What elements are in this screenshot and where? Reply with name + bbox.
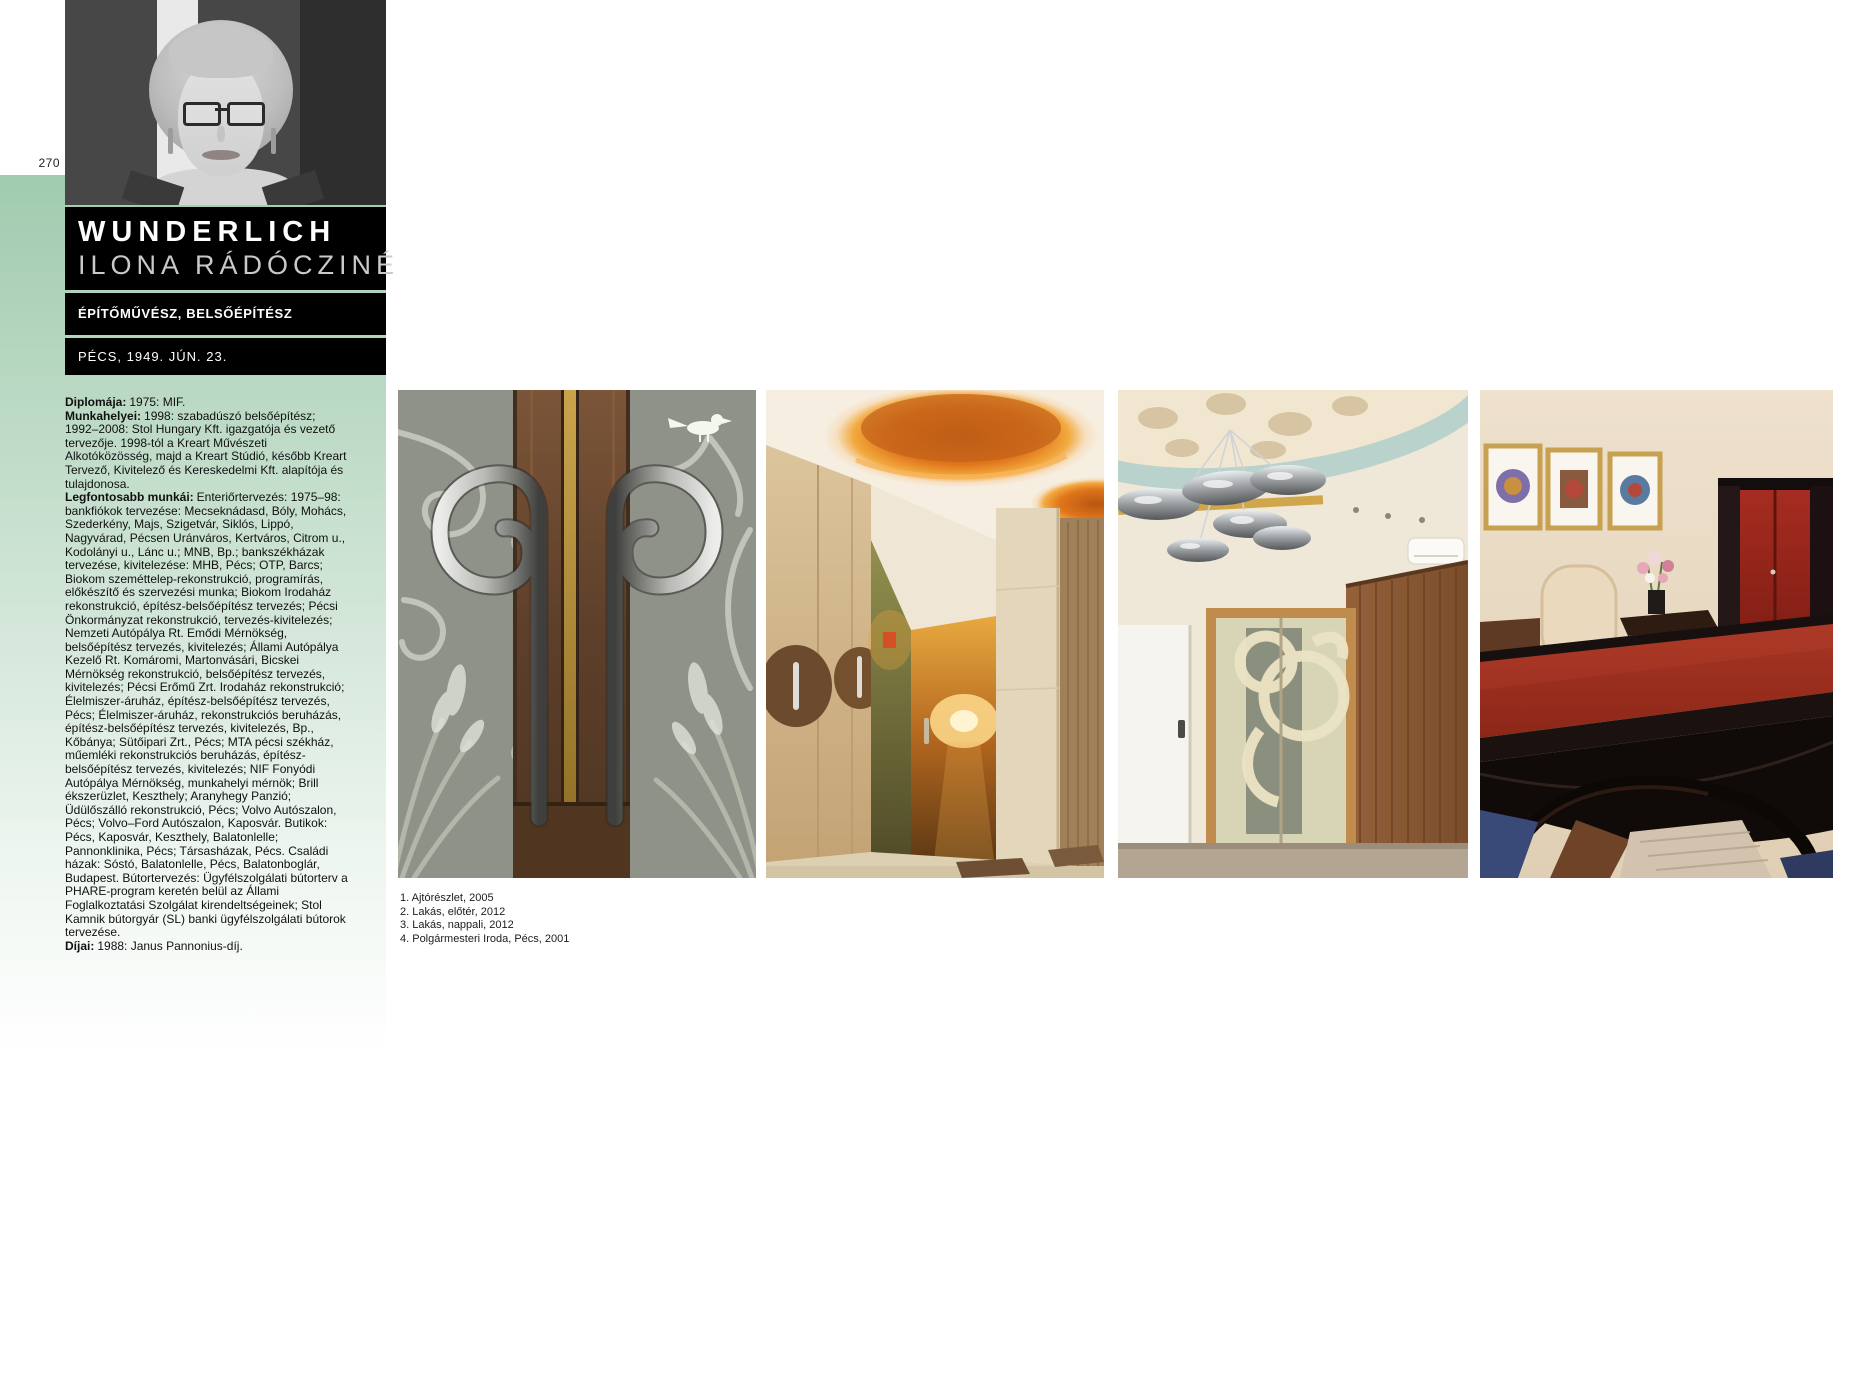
bio-entry	[65, 940, 351, 954]
photo-living-room	[1118, 390, 1468, 878]
portrait-glasses	[183, 102, 221, 126]
given-names: ILONA RÁDÓCZINÉ	[78, 250, 400, 280]
photo-entrance-hall	[766, 390, 1104, 878]
photo-caption: 1. Ajtórészlet, 2005	[400, 892, 494, 904]
bio-entry	[65, 396, 351, 410]
photo-caption: 4. Polgármesteri Iroda, Pécs, 2001	[400, 932, 570, 945]
photo-caption: 3. Lakás, nappali, 2012	[400, 919, 514, 931]
photo-captions	[400, 892, 569, 946]
name-block	[65, 207, 400, 290]
portrait-nose	[217, 126, 225, 142]
bio-entry	[65, 410, 351, 492]
bio-entry-label: Diplomája:	[65, 395, 127, 409]
bio-entry-text: 1988: Janus Pannonius-díj.	[97, 938, 243, 953]
portrait-bangs	[169, 26, 273, 78]
portrait-earring	[168, 128, 173, 154]
bio-entry	[65, 491, 351, 940]
surname: WUNDERLICH	[78, 216, 337, 248]
biography	[65, 396, 351, 953]
bio-entry-text: 1975: MIF.	[129, 395, 186, 409]
portrait-mouth	[202, 150, 240, 160]
bio-entry-text: Enteriőrtervezés: 1975–98: bankfiókok tervezése: Mecseknádasd, Bóly, Mohács, Szederkény, Majs, Szigetvár, Siklós, Lippó, Nagyvárad, Pécsen Uránváros, Kertváros, Citrom u., Kodolányi u., Lánc u.; MNB, Bp.; bankszékházak tervezése, kivitelezése: MHB, Pécs; OTP, Barcs; Biokom szeméttelep-rekonstrukció, programírás, előkészítő és szervezési munka; Biokom Irodaház rekonstrukció, építész-belsőépítész tervezés; Pécsi Önkormányzat rekonstrukció, tervezés-kivitelezés; Nemzeti Autópálya Rt. Emődi Mérnökség, belsőépítész tervezés, kivitelezés; Állami Autópálya Kezelő Rt. Komáromi, Martonvásári, Bicskei Mérnökség rekonstrukció, belsőépítész tervezés, kivitelezés; Pécsi Erőmű Zrt. Irodaház rekonstrukció; Élelmiszer-áruház, építész-belsőépítész tervezés, Pécs; Élelmiszer-áruház, rekonstrukciós beruházás, építész-belsőépítész tervezés, kivitelezés, Bp., Kőbánya; Sütőipari Zrt., Pécs; MTA pécsi székház, műemléki rekonstrukciós beruházás, építész-belsőépítész tervezés, kivitelezés; NIF Fonyódi Autópálya Mérnökség, munkahelyi mérnök; Brill ékszerüzlet, Keszthely; Aranyhegy Panzió; Üdülőszálló rekonstrukció, Pécs; Volvo Autószalon, Pécs; Volvo–Ford Autószalon, Kaposvár. Butikok: Pécs, Kaposvár, Keszthely, Balatonlelle; Pannonklinika, Pécs; Társasházak, Pécs. Családi házak: Sóstó, Balatonlelle, Pécs, Balatonboglár, Budapest. Bútortervezés: Ügyfélszolgálati bútorterv a PHARE-program keretén belül az Állami Foglalkoztatási Szolgálat kirendeltségeinek; Stol Kamnik bútorgyár (SL) banki ügyfélszolgálati bútorok tervezése.	[65, 490, 348, 940]
bio-entry-label: Díjai:	[65, 938, 95, 953]
bio-entry-label: Munkahelyei:	[65, 408, 142, 423]
photo-mayors-office	[1480, 390, 1833, 878]
portrait-glasses-bridge	[215, 108, 227, 111]
bio-entry-text: 1998: szabadúszó belsőépítész; 1992–2008: Stol Hungary Kft. igazgatója és vezető tervezője. 1998-tól a Kreart Művészeti Alkotóközösség, majd a Kreart Stúdió, később Kreart Tervező, Kivitelező és Kereskedelmi Kft. alapítója és tulajdonosa.	[65, 408, 347, 491]
photo-door-detail	[398, 390, 756, 878]
portrait-photo	[65, 0, 386, 205]
page-number: 270	[38, 156, 60, 170]
bio-entry-label: Legfontosabb munkái:	[65, 490, 194, 505]
photo-caption: 2. Lakás, előtér, 2012	[400, 905, 506, 918]
portrait-earring	[271, 128, 276, 154]
portrait-glasses	[227, 102, 265, 126]
profession-block: ÉPÍTŐMŰVÉSZ, BELSŐÉPÍTÉSZ	[65, 293, 386, 335]
birth-block: PÉCS, 1949. JÚN. 23.	[65, 338, 386, 375]
